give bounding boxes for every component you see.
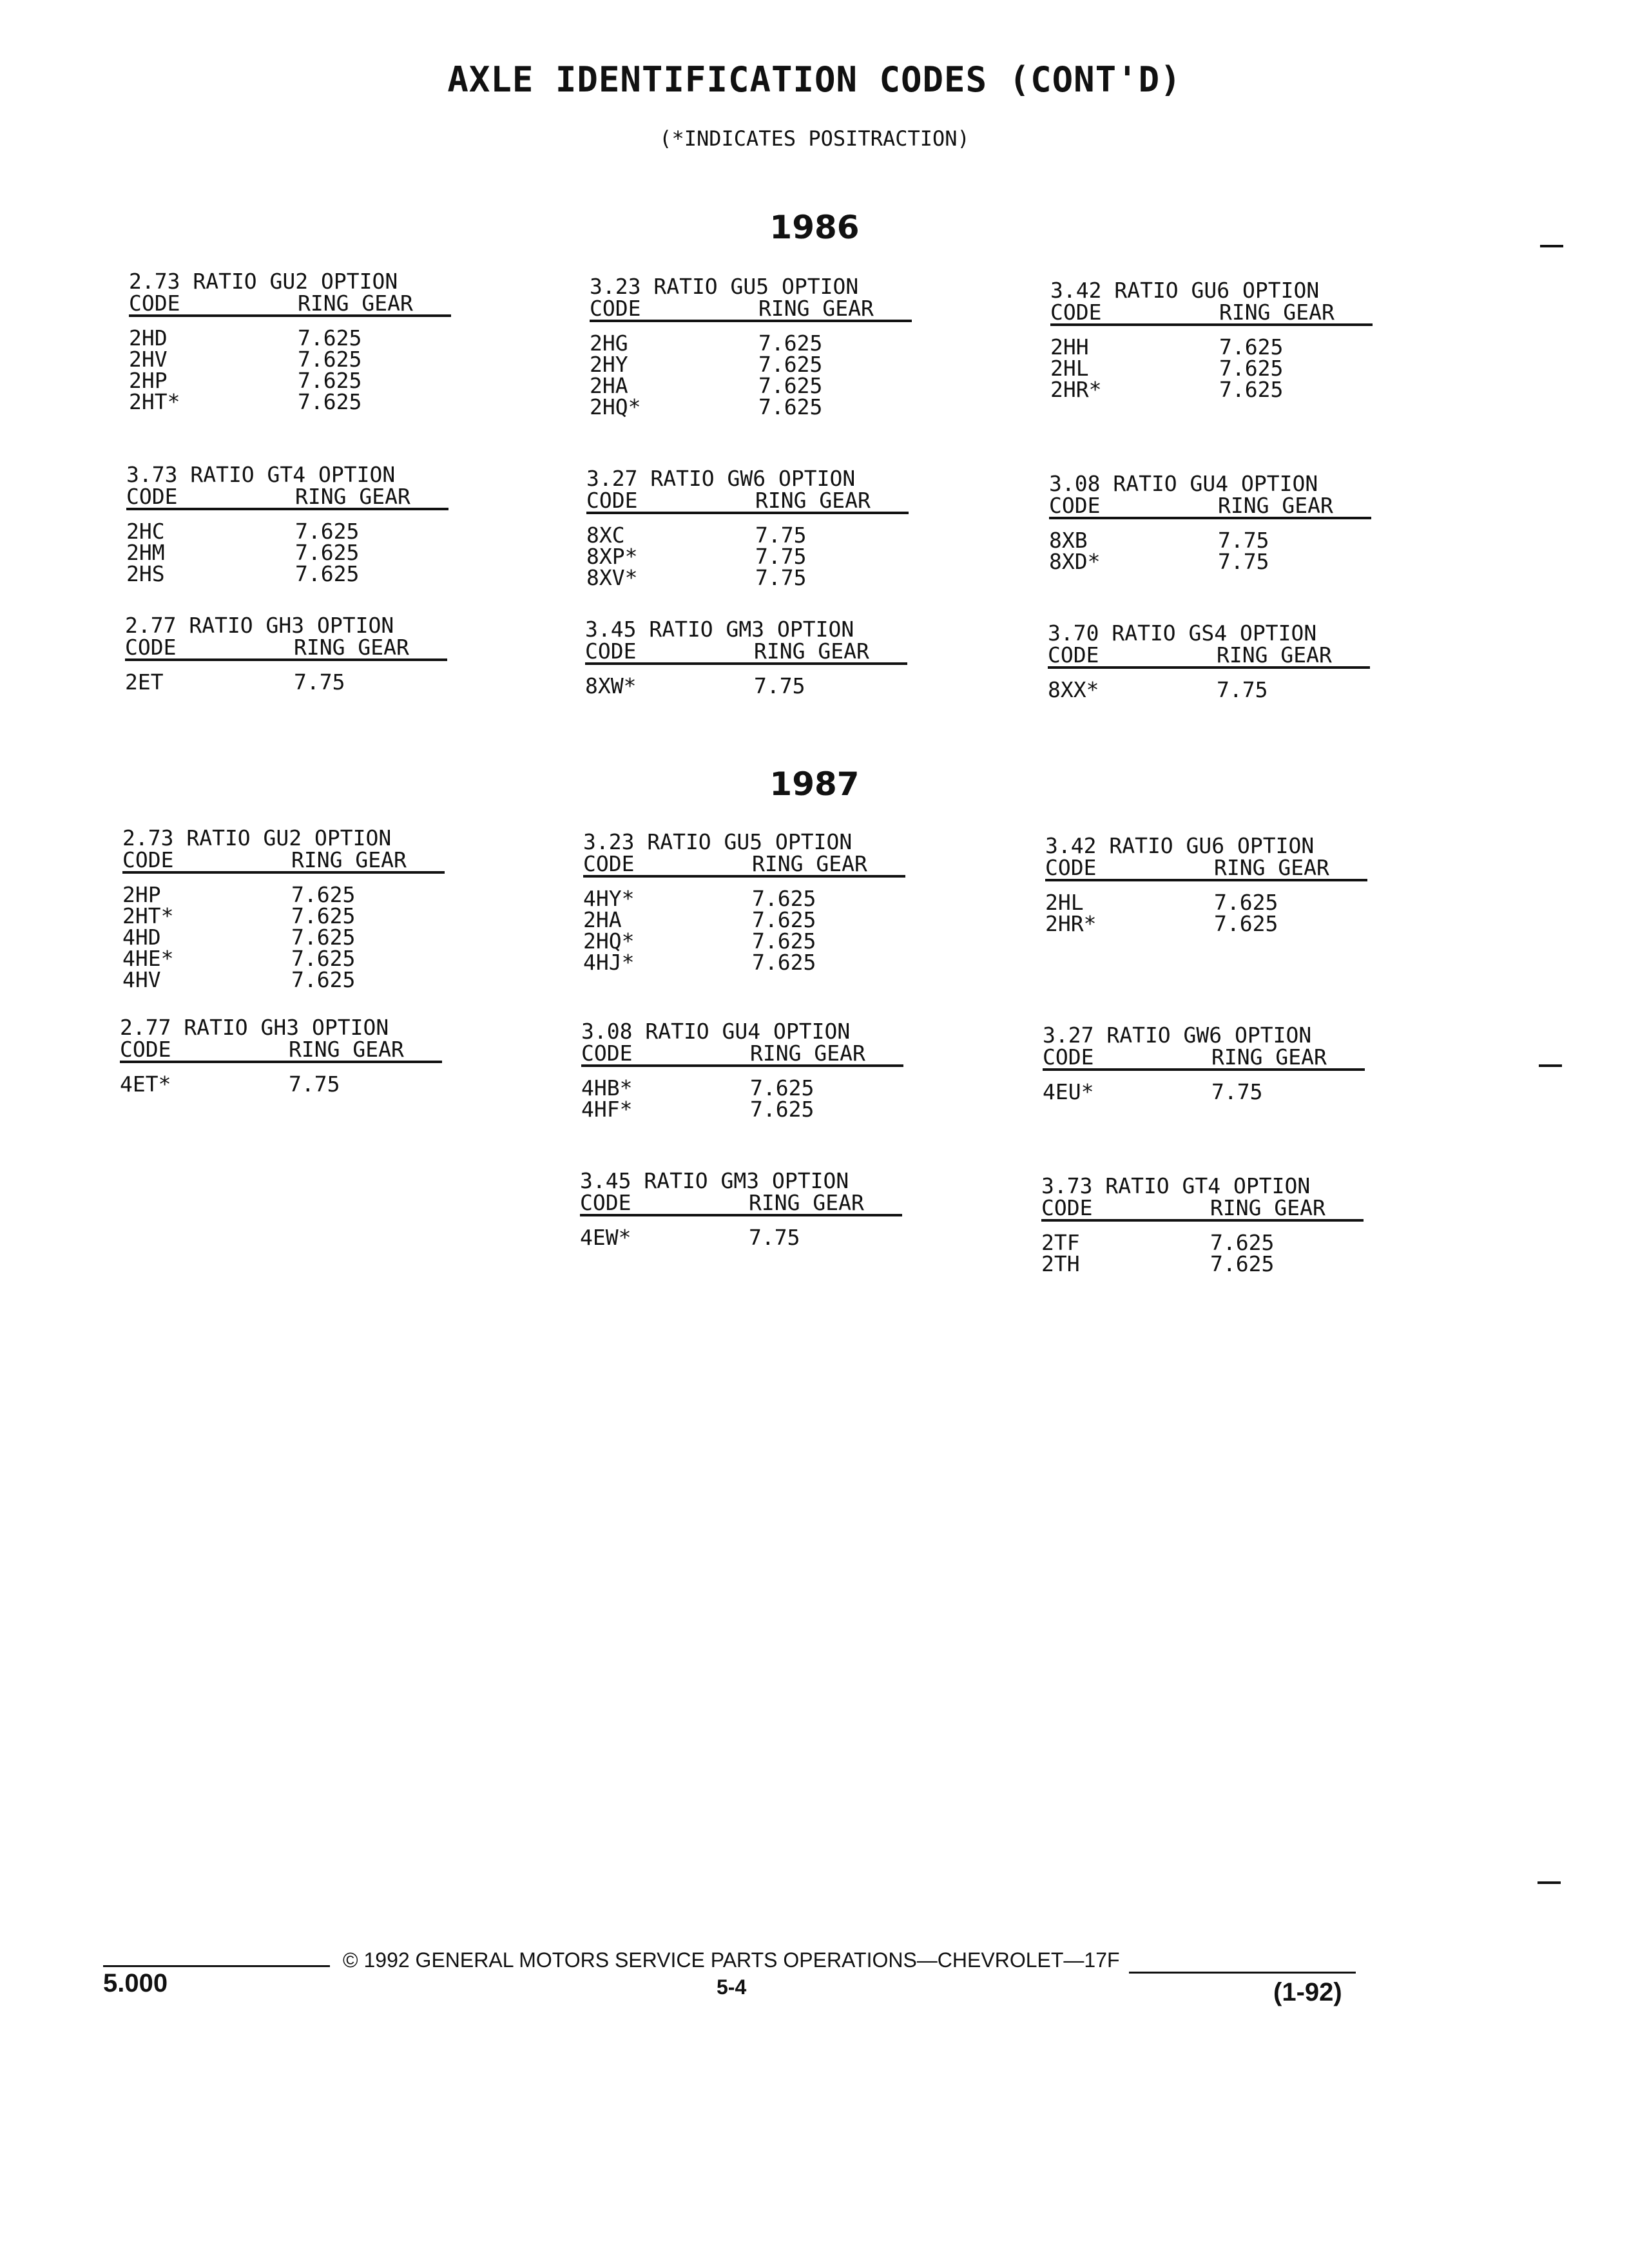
ring-gear-size: 7.625: [758, 331, 823, 356]
table-body: [583, 888, 905, 973]
page-title: AXLE IDENTIFICATION CODES (CONT'D): [447, 59, 1182, 100]
table-row: [585, 675, 907, 697]
axle-code: 8XD*: [1049, 549, 1101, 574]
table-row: [125, 671, 447, 693]
option-header: 3.42 RATIO GU6 OPTION: [1045, 833, 1315, 858]
ring-gear-size: 7.625: [298, 325, 362, 351]
table-body: [125, 671, 447, 693]
ring-gear-column-header: RING GEAR: [1214, 855, 1329, 880]
axle-code: 4EW*: [580, 1225, 631, 1250]
column-headers: [1043, 1046, 1365, 1071]
ring-gear-column-header: RING GEAR: [289, 1037, 404, 1062]
ring-gear-column-header: RING GEAR: [749, 1190, 864, 1215]
axle-code: 4ET*: [120, 1072, 171, 1097]
page-subtitle: (*INDICATES POSITRACTION): [659, 126, 970, 151]
margin-mark: [1539, 1064, 1562, 1067]
code-column-header: CODE: [1045, 855, 1097, 880]
column-headers: [1048, 644, 1370, 669]
table-row: [122, 927, 445, 948]
ring-gear-size: 7.625: [298, 389, 362, 414]
ring-gear-size: 7.625: [291, 925, 356, 950]
option-header: 3.23 RATIO GU5 OPTION: [590, 274, 859, 299]
table-row: [126, 563, 448, 584]
table-row: [1045, 913, 1367, 934]
margin-mark: [1537, 1881, 1561, 1884]
ring-gear-size: 7.625: [1219, 356, 1284, 381]
axle-option-table: [583, 831, 905, 973]
option-header: 2.77 RATIO GH3 OPTION: [120, 1015, 389, 1040]
option-header: 3.73 RATIO GT4 OPTION: [1041, 1173, 1311, 1198]
axle-code: 4HJ*: [583, 950, 635, 975]
ring-gear-size: 7.75: [1218, 528, 1269, 553]
code-column-header: CODE: [1050, 300, 1102, 325]
ring-gear-column-header: RING GEAR: [298, 291, 413, 316]
ring-gear-size: 7.75: [755, 523, 807, 548]
option-header: 3.73 RATIO GT4 OPTION: [126, 462, 396, 487]
table-row: [586, 546, 909, 567]
axle-code: 2HL: [1050, 356, 1089, 381]
code-column-header: CODE: [120, 1037, 171, 1062]
axle-code: 4HD: [122, 925, 161, 950]
ring-gear-size: 7.625: [295, 561, 360, 586]
ring-gear-size: 7.625: [1214, 890, 1278, 915]
axle-code: 2HQ*: [583, 928, 635, 954]
ring-gear-size: 7.75: [1217, 677, 1268, 702]
ring-gear-size: 7.625: [1214, 911, 1278, 936]
code-column-header: CODE: [129, 291, 180, 316]
table-row: [590, 396, 912, 418]
column-headers: [1045, 857, 1367, 881]
axle-code: 4EU*: [1043, 1079, 1094, 1104]
table-row: [583, 888, 905, 909]
axle-code: 2HA: [583, 907, 622, 932]
ring-gear-size: 7.625: [1219, 334, 1284, 360]
axle-option-table: [1043, 1024, 1365, 1102]
axle-code: 8XV*: [586, 565, 638, 590]
axle-code: 8XW*: [585, 673, 637, 698]
axle-code: 2HQ*: [590, 394, 641, 419]
column-headers: [1049, 495, 1371, 519]
table-row: [586, 567, 909, 588]
column-headers: [583, 853, 905, 878]
ring-gear-column-header: RING GEAR: [758, 296, 874, 321]
axle-option-table: [120, 1017, 442, 1095]
table-row: [1050, 358, 1373, 379]
axle-code: 2HH: [1050, 334, 1089, 360]
ring-gear-size: 7.625: [1219, 377, 1284, 402]
footer-page-number: 5-4: [717, 1975, 747, 1999]
axle-option-table: [1045, 835, 1367, 934]
footer-section-number: 5.000: [103, 1969, 168, 1997]
table-body: [120, 1073, 442, 1095]
column-headers: [590, 298, 912, 322]
table-row: [129, 349, 451, 370]
code-column-header: CODE: [583, 851, 635, 876]
table-row: [129, 391, 451, 412]
table-row: [1049, 530, 1371, 551]
axle-code: 2HM: [126, 540, 165, 565]
axle-option-table: [586, 468, 909, 588]
ring-gear-column-header: RING GEAR: [750, 1041, 865, 1066]
axle-code: 4HV: [122, 967, 161, 992]
table-row: [120, 1073, 442, 1095]
axle-code: 4HB*: [581, 1075, 633, 1100]
option-header: 3.42 RATIO GU6 OPTION: [1050, 278, 1320, 303]
code-column-header: CODE: [581, 1041, 633, 1066]
ring-gear-column-header: RING GEAR: [1211, 1044, 1327, 1070]
axle-code: 8XC: [586, 523, 625, 548]
table-row: [1043, 1081, 1365, 1102]
ring-gear-size: 7.625: [758, 373, 823, 398]
table-row: [129, 327, 451, 349]
axle-option-table: [122, 827, 445, 990]
code-column-header: CODE: [1041, 1195, 1093, 1220]
ring-gear-column-header: RING GEAR: [294, 635, 409, 660]
code-column-header: CODE: [585, 639, 637, 664]
axle-option-table: [580, 1170, 902, 1248]
column-headers: [580, 1192, 902, 1216]
ring-gear-size: 7.625: [752, 928, 816, 954]
ring-gear-column-header: RING GEAR: [1210, 1195, 1325, 1220]
ring-gear-size: 7.625: [291, 882, 356, 907]
ring-gear-size: 7.75: [749, 1225, 800, 1250]
axle-code: 2HP: [122, 882, 161, 907]
option-header: 3.08 RATIO GU4 OPTION: [581, 1019, 851, 1044]
ring-gear-size: 7.625: [295, 519, 360, 544]
footer-revision-date: (1-92): [1273, 1978, 1342, 2006]
axle-option-table: [126, 464, 448, 584]
ring-gear-column-header: RING GEAR: [295, 484, 410, 509]
code-column-header: CODE: [1043, 1044, 1094, 1070]
column-headers: [1041, 1197, 1364, 1222]
axle-code: 2HY: [590, 352, 628, 377]
ring-gear-size: 7.625: [758, 352, 823, 377]
table-body: [126, 521, 448, 584]
axle-code: 2HR*: [1050, 377, 1102, 402]
table-body: [122, 884, 445, 990]
ring-gear-size: 7.625: [752, 907, 816, 932]
ring-gear-size: 7.75: [294, 669, 345, 695]
column-headers: [586, 490, 909, 514]
table-row: [1050, 336, 1373, 358]
table-row: [590, 354, 912, 375]
table-row: [129, 370, 451, 391]
axle-code: 8XX*: [1048, 677, 1099, 702]
ring-gear-size: 7.75: [1211, 1079, 1263, 1104]
table-row: [581, 1077, 903, 1099]
axle-code: 8XP*: [586, 544, 638, 569]
axle-code: 2HP: [129, 368, 168, 393]
axle-code: 2HC: [126, 519, 165, 544]
ring-gear-size: 7.625: [750, 1097, 815, 1122]
year-heading-1986: 1986: [769, 209, 860, 246]
table-row: [590, 332, 912, 354]
code-column-header: CODE: [1049, 493, 1101, 518]
axle-code: 2HL: [1045, 890, 1084, 915]
ring-gear-size: 7.625: [1210, 1230, 1275, 1255]
code-column-header: CODE: [126, 484, 178, 509]
axle-code: 2ET: [125, 669, 164, 695]
ring-gear-column-header: RING GEAR: [754, 639, 869, 664]
option-header: 3.23 RATIO GU5 OPTION: [583, 829, 853, 854]
margin-mark: [1540, 245, 1563, 247]
year-heading-1987: 1987: [769, 765, 860, 803]
option-header: 3.08 RATIO GU4 OPTION: [1049, 471, 1318, 496]
table-body: [1048, 679, 1370, 700]
table-body: [585, 675, 907, 697]
table-body: [581, 1077, 903, 1120]
axle-code: 2HG: [590, 331, 628, 356]
axle-option-table: [1041, 1175, 1364, 1274]
table-row: [126, 521, 448, 542]
table-body: [1049, 530, 1371, 572]
axle-option-table: [590, 276, 912, 418]
code-column-header: CODE: [580, 1190, 631, 1215]
axle-code: 2HR*: [1045, 911, 1097, 936]
table-row: [583, 952, 905, 973]
column-headers: [122, 849, 445, 874]
table-row: [1041, 1253, 1364, 1274]
footer-rule-left: [103, 1965, 330, 1967]
ring-gear-size: 7.625: [295, 540, 360, 565]
column-headers: [129, 293, 451, 317]
ring-gear-size: 7.625: [758, 394, 823, 419]
column-headers: [581, 1043, 903, 1067]
option-header: 2.77 RATIO GH3 OPTION: [125, 613, 394, 638]
axle-option-table: [1048, 622, 1370, 700]
ring-gear-size: 7.75: [755, 565, 807, 590]
footer-copyright: © 1992 GENERAL MOTORS SERVICE PARTS OPERATIONS—CHEVROLET—17F: [343, 1948, 1120, 1972]
table-row: [122, 884, 445, 905]
ring-gear-column-header: RING GEAR: [291, 847, 407, 872]
axle-code: 2TH: [1041, 1251, 1080, 1276]
axle-code: 2HD: [129, 325, 168, 351]
column-headers: [1050, 302, 1373, 326]
axle-option-table: [125, 615, 447, 693]
footer-rule-right: [1129, 1972, 1356, 1974]
axle-code: 2HV: [129, 347, 168, 372]
ring-gear-size: 7.625: [1210, 1251, 1275, 1276]
ring-gear-size: 7.625: [291, 967, 356, 992]
code-column-header: CODE: [586, 488, 638, 513]
ring-gear-size: 7.75: [754, 673, 805, 698]
table-body: [586, 524, 909, 588]
table-row: [583, 909, 905, 930]
table-row: [1048, 679, 1370, 700]
ring-gear-size: 7.625: [291, 903, 356, 928]
table-row: [1041, 1232, 1364, 1253]
table-row: [122, 948, 445, 969]
option-header: 3.27 RATIO GW6 OPTION: [1043, 1023, 1312, 1048]
code-column-header: CODE: [590, 296, 641, 321]
table-body: [590, 332, 912, 418]
ring-gear-size: 7.625: [752, 950, 816, 975]
ring-gear-column-header: RING GEAR: [1218, 493, 1333, 518]
axle-option-table: [585, 619, 907, 697]
axle-code: 2HT*: [129, 389, 180, 414]
table-body: [129, 327, 451, 412]
ring-gear-column-header: RING GEAR: [752, 851, 867, 876]
ring-gear-column-header: RING GEAR: [1217, 642, 1332, 668]
axle-code: 2HA: [590, 373, 628, 398]
table-body: [1045, 892, 1367, 934]
ring-gear-column-header: RING GEAR: [755, 488, 871, 513]
code-column-header: CODE: [1048, 642, 1099, 668]
ring-gear-size: 7.625: [291, 946, 356, 971]
table-row: [580, 1227, 902, 1248]
axle-option-table: [1050, 280, 1373, 400]
table-row: [126, 542, 448, 563]
ring-gear-size: 7.625: [750, 1075, 815, 1100]
axle-code: 4HF*: [581, 1097, 633, 1122]
table-row: [581, 1099, 903, 1120]
table-body: [1043, 1081, 1365, 1102]
axle-code: 2TF: [1041, 1230, 1080, 1255]
table-row: [1045, 892, 1367, 913]
axle-code: 4HY*: [583, 886, 635, 911]
option-header: 3.45 RATIO GM3 OPTION: [580, 1168, 849, 1193]
axle-code: 4HE*: [122, 946, 174, 971]
option-header: 3.45 RATIO GM3 OPTION: [585, 617, 854, 642]
ring-gear-size: 7.75: [289, 1072, 340, 1097]
table-row: [590, 375, 912, 396]
axle-option-table: [129, 271, 451, 412]
code-column-header: CODE: [122, 847, 174, 872]
table-body: [1050, 336, 1373, 400]
option-header: 2.73 RATIO GU2 OPTION: [129, 269, 398, 294]
column-headers: [125, 637, 447, 661]
axle-option-table: [581, 1021, 903, 1120]
column-headers: [120, 1039, 442, 1063]
ring-gear-size: 7.75: [755, 544, 807, 569]
ring-gear-size: 7.75: [1218, 549, 1269, 574]
axle-option-table: [1049, 473, 1371, 572]
axle-code: 2HT*: [122, 903, 174, 928]
ring-gear-size: 7.625: [298, 368, 362, 393]
axle-code: 8XB: [1049, 528, 1088, 553]
table-row: [122, 905, 445, 927]
table-body: [580, 1227, 902, 1248]
table-body: [1041, 1232, 1364, 1274]
column-headers: [585, 640, 907, 665]
option-header: 3.27 RATIO GW6 OPTION: [586, 466, 856, 491]
table-row: [122, 969, 445, 990]
ring-gear-size: 7.625: [298, 347, 362, 372]
table-row: [1049, 551, 1371, 572]
option-header: 3.70 RATIO GS4 OPTION: [1048, 620, 1317, 646]
code-column-header: CODE: [125, 635, 177, 660]
table-row: [1050, 379, 1373, 400]
ring-gear-column-header: RING GEAR: [1219, 300, 1335, 325]
axle-code: 2HS: [126, 561, 165, 586]
option-header: 2.73 RATIO GU2 OPTION: [122, 825, 392, 850]
ring-gear-size: 7.625: [752, 886, 816, 911]
table-row: [583, 930, 905, 952]
column-headers: [126, 486, 448, 510]
table-row: [586, 524, 909, 546]
